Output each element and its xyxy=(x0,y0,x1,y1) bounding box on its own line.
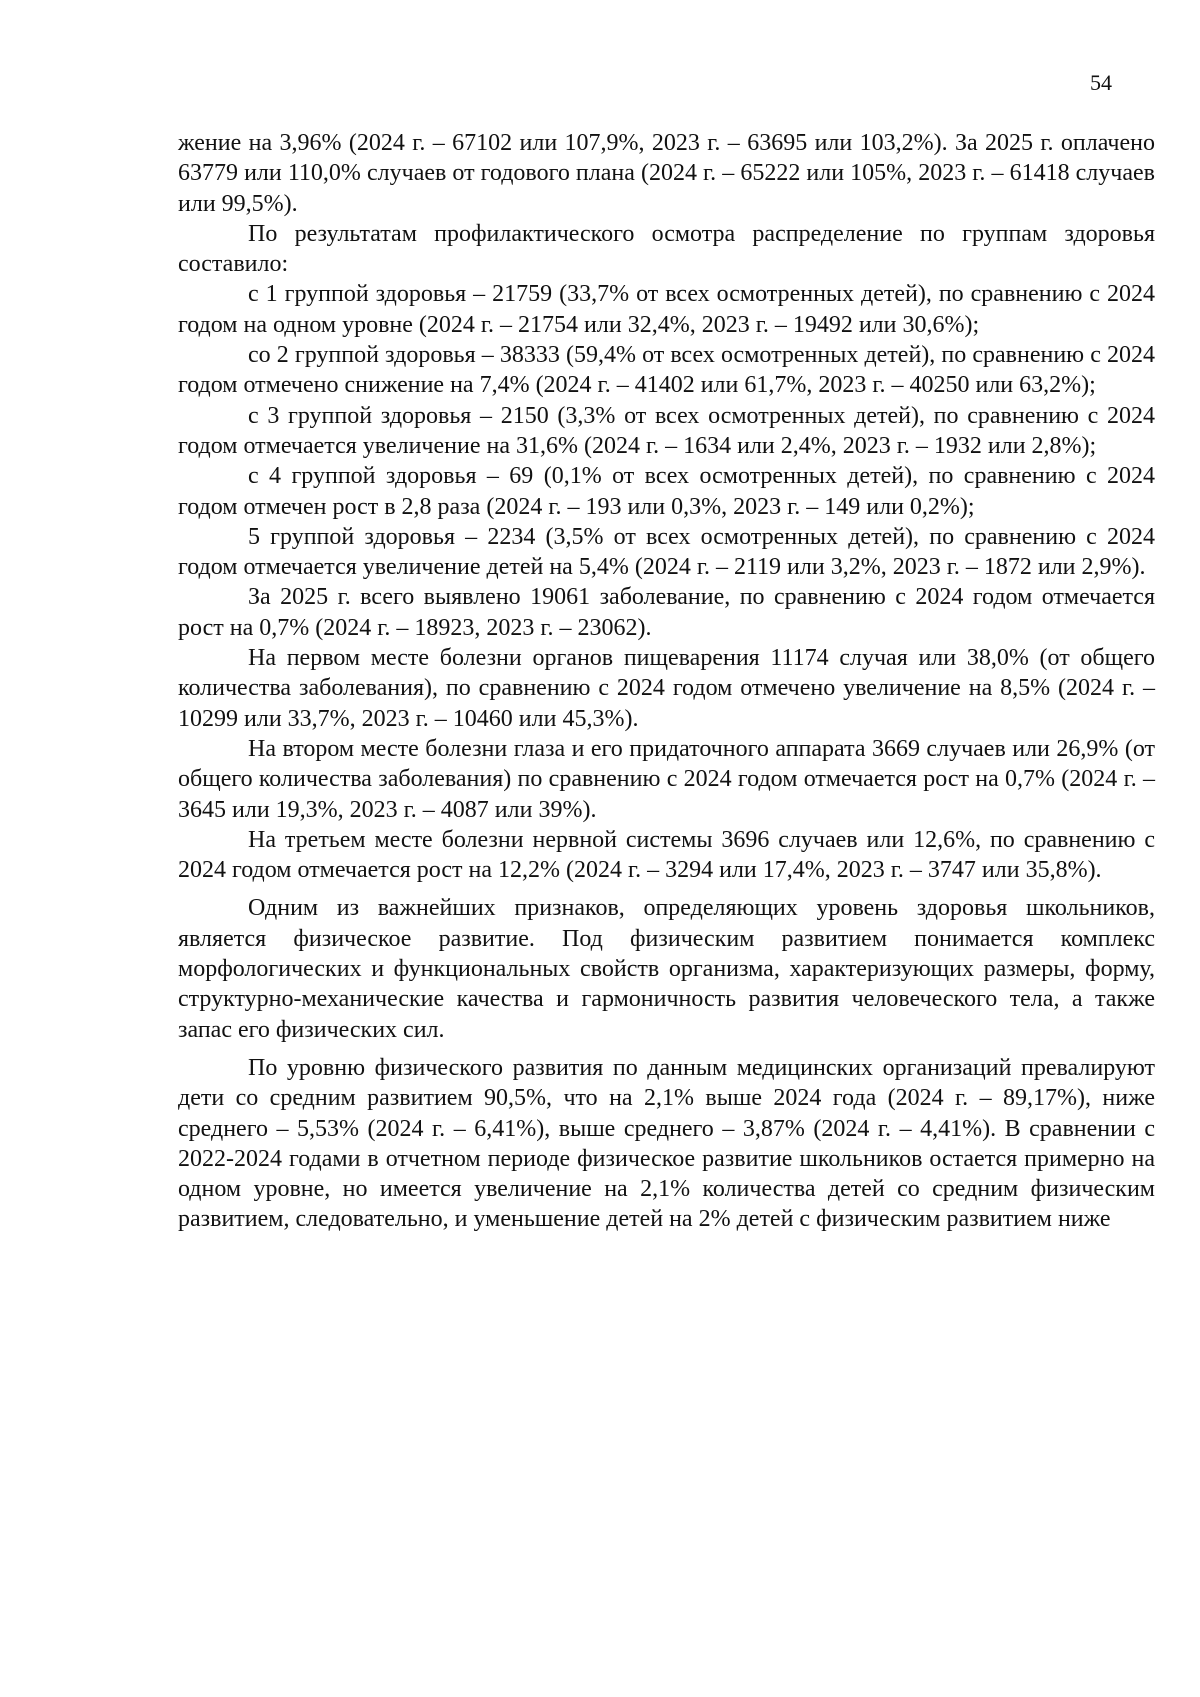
paragraph-health-group-2: со 2 группой здоровья – 38333 (59,4% от всех осмотренных детей), по сравнению с 2024 годом отмечено снижение на 7,4% (2024 г. – 41402 или 61,7%, 2023 г. – 40250 или 63,2%); xyxy=(178,342,1155,399)
paragraph-health-group-3: с 3 группой здоровья – 2150 (3,3% от всех осмотренных детей), по сравнению с 2024 годом отмечается увеличение на 31,6% (2024 г. – 1634 или 2,4%, 2023 г. – 1932 или 2,8%); xyxy=(178,402,1155,459)
document-body xyxy=(178,128,1155,1235)
page-number: 54 xyxy=(1090,70,1112,95)
paragraph-first-place: На первом месте болезни органов пищеварения 11174 случая или 38,0% (от общего количества заболевания), по сравнению с 2024 годом отмечено увеличение на 8,5% (2024 г. – 10299 или 33,7%, 2023 г. – 10460 или 45,3%). xyxy=(178,645,1155,732)
paragraph-health-group-5: 5 группой здоровья – 2234 (3,5% от всех осмотренных детей), по сравнению с 2024 годом отмечается увеличение детей на 5,4% (2024 г. – 2119 или 3,2%, 2023 г. – 1872 или 2,9%). xyxy=(178,523,1155,581)
paragraph-health-group-1: с 1 группой здоровья – 21759 (33,7% от всех осмотренных детей), по сравнению с 2024 годом на одном уровне (2024 г. – 21754 или 32,4%, 2023 г. – 19492 или 30,6%); xyxy=(178,281,1155,338)
paragraph-physical-development: Одним из важнейших признаков, определяющих уровень здоровья школьников, является физическое развитие. Под физическим развитием понимается комплекс морфологических и функциональных свойств организма, характеризующих размеры, форму, структурно-механические качества и гармоничность развития человеческого тела, а также запас его физических сил. xyxy=(178,895,1155,1043)
paragraph-continuation: жение на 3,96% (2024 г. – 67102 или 107,9%, 2023 г. – 63695 или 103,2%). За 2025 г. оплачено 63779 или 110,0% случаев от годового плана (2024 г. – 65222 или 105%, 2023 г. – 61418 случаев или 99,5%). xyxy=(178,130,1155,217)
paragraph-diseases-total: За 2025 г. всего выявлено 19061 заболевание, по сравнению с 2024 годом отмечается рост на 0,7% (2024 г. – 18923, 2023 г. – 23062). xyxy=(178,584,1155,641)
paragraph-health-groups-intro: По результатам профилактического осмотра распределение по группам здоровья составило: xyxy=(178,220,1155,278)
paragraph-third-place: На третьем месте болезни нервной системы 3696 случаев или 12,6%, по сравнению с 2024 годом отмечается рост на 12,2% (2024 г. – 3294 или 17,4%, 2023 г. – 3747 или 35,8%). xyxy=(178,826,1155,884)
paragraph-development-levels: По уровню физического развития по данным медицинских организаций превалируют дети со средним развитием 90,5%, что на 2,1% выше 2024 года (2024 г. – 89,17%), ниже среднего – 5,53% (2024 г. – 6,41%), выше среднего – 3,87% (2024 г. – 4,41%). В сравнении с 2022-2024 годами в отчетном периоде физическое развитие школьников остается примерно на одном уровне, но имеется увеличение на 2,1% количества детей со средним физическим развитием, следовательно, и уменьшение детей на 2% детей с физическим развитием ниже xyxy=(178,1054,1155,1233)
paragraph-second-place: На втором месте болезни глаза и его придаточного аппарата 3669 случаев или 26,9% (от общего количества заболевания) по сравнению с 2024 годом отмечается рост на 0,7% (2024 г. – 3645 или 19,3%, 2023 г. – 4087 или 39%). xyxy=(178,735,1155,823)
paragraph-health-group-4: с 4 группой здоровья – 69 (0,1% от всех осмотренных детей), по сравнению с 2024 годом отмечен рост в 2,8 раза (2024 г. – 193 или 0,3%, 2023 г. – 149 или 0,2%); xyxy=(178,463,1155,520)
